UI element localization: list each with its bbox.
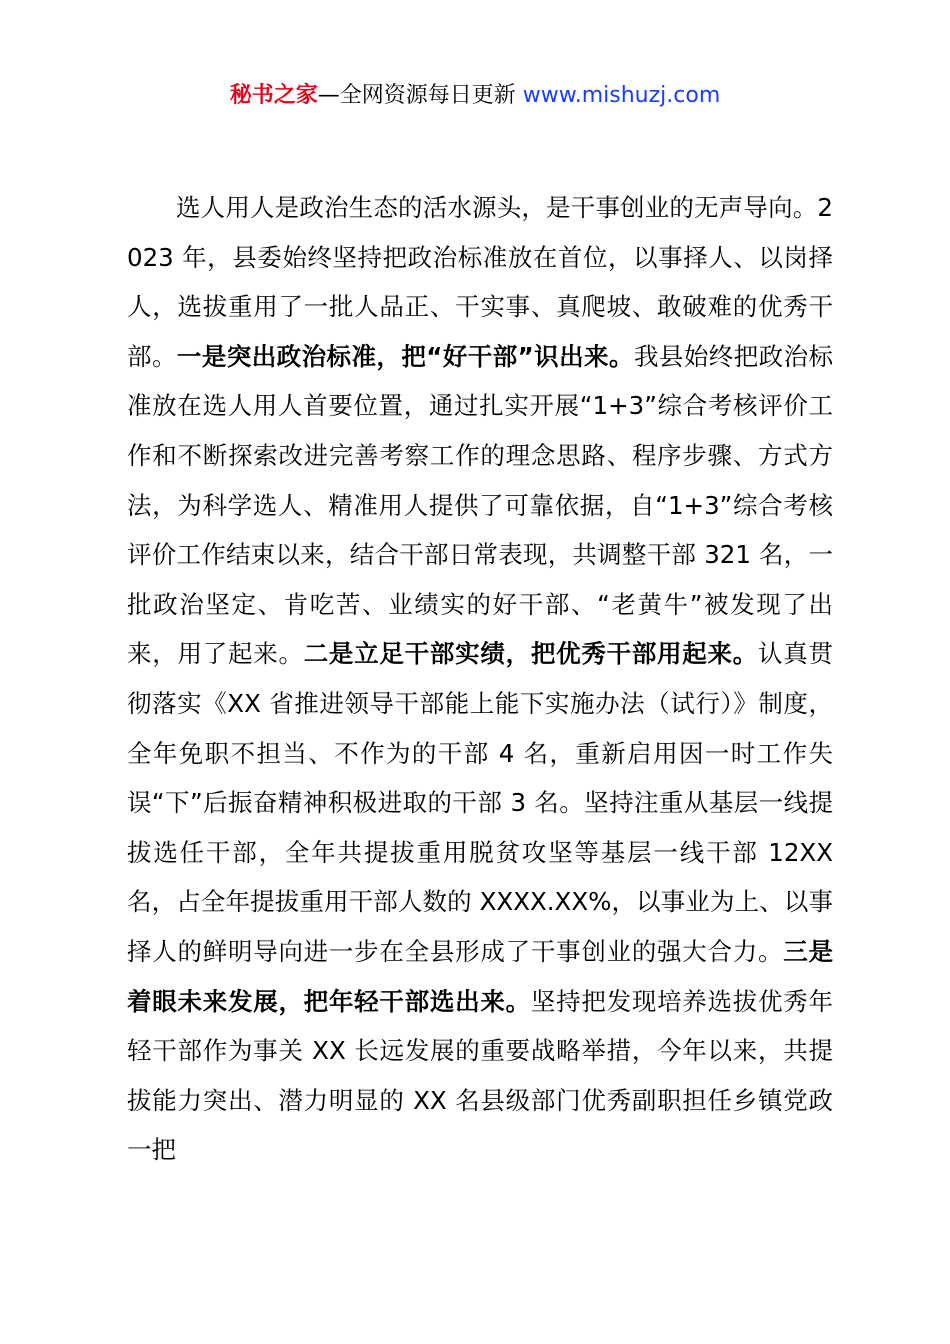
paragraph-point-three: 坚持把发现培养选拔优秀年轻干部作为事关 XX 长远发展的重要战略举措，今年以来，共提拔能力突出、潜力明显的 XX 名县级部门优秀副职担任乡镇党政一把 (127, 986, 834, 1165)
brand-name: 秘书之家 (229, 83, 318, 108)
heading-point-three: 三是着眼未来发展，把年轻干部选出来。 (127, 936, 834, 1016)
heading-point-one: 一是突出政治标准，把“好干部”识出来。 (176, 341, 634, 371)
site-url-link[interactable]: www.mishuzj.com (522, 83, 721, 108)
heading-point-two: 二是立足干部实绩，把优秀干部用起来。 (303, 639, 759, 669)
header-tagline: —全网资源每日更新 (317, 83, 523, 108)
site-header (0, 80, 950, 112)
paragraph-intro: 选人用人是政治生态的活水源头，是干事创业的无声导向。2023 年，县委始终坚持把政治标准放在首位，以事择人、以岗择人，选拔重用了一批人品正、干实事、真爬坡、敢破难的优秀干部。 (127, 193, 833, 371)
document-body (127, 183, 833, 1175)
paragraph-point-two: 认真贯彻落实《XX 省推进领导干部能上能下实施办法（试行）》制度，全年免职不担当、不作为的干部 4 名，重新启用因一时工作失误“下”后振奋精神积极进取的干部 3 名。坚持注重从基层一线提拔选任干部，全年共提拔重用脱贫攻坚等基层一线干部 12XX 名，占全年提拔重用干部人数的 XXXX.XX%，以事业为上、以事择人的鲜明导向进一步在全县形成了干事创业的强大合力。 (127, 639, 834, 966)
paragraph-point-one: 我县始终把政治标准放在选人用人首要位置，通过扎实开展“1+3”综合考核评价工作和不断探索改进完善考察工作的理念思路、程序步骤、方式方法，为科学选人、精准用人提供了可靠依据，自“1+3”综合考核评价工作结束以来，结合干部日常表现，共调整干部 321 名，一批政治坚定、肯吃苦、业绩实的好干部、“老黄牛”被发现了出来，用了起来。 (127, 341, 834, 669)
